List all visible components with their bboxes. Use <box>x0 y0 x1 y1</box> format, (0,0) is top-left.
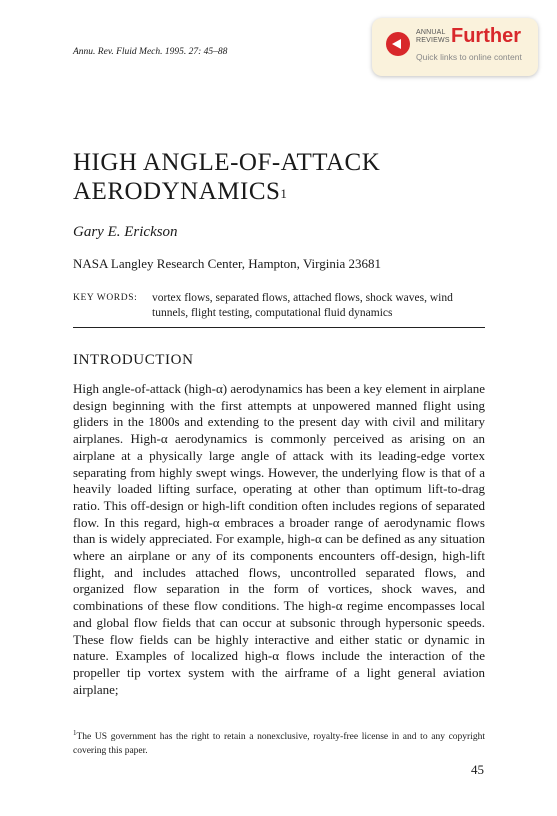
divider <box>73 327 485 328</box>
badge-brand: Further <box>451 25 521 47</box>
annual-reviews-label <box>416 29 450 45</box>
footnote <box>73 726 485 758</box>
badge-tagline: Quick links to online content <box>416 52 522 62</box>
journal-reference: Annu. Rev. Fluid Mech. 1995. 27: 45–88 <box>73 47 228 57</box>
footnote-mark: 1 <box>73 729 77 737</box>
article-title-text: HIGH ANGLE-OF-ATTACK AERODYNAMICS <box>73 149 381 205</box>
title-footnote-mark[interactable]: 1 <box>280 186 288 201</box>
further-reviews-badge[interactable] <box>372 18 538 76</box>
section-heading: INTRODUCTION <box>73 352 194 368</box>
author: Gary E. Erickson <box>73 224 178 240</box>
further-play-icon <box>386 32 410 56</box>
affiliation: NASA Langley Research Center, Hampton, Virginia 23681 <box>73 256 381 271</box>
badge-line2: REVIEWS <box>416 37 450 44</box>
key-words-label: KEY WORDS: <box>73 293 138 303</box>
key-words: vortex flows, separated flows, attached flows, shock waves, wind tunnels, flight testing, computational fluid dynamics <box>152 292 453 319</box>
footnote-text: The US government has the right to retain a nonexclusive, royalty-free license in and to any copyright covering this paper. <box>73 732 485 757</box>
article-title <box>73 148 493 206</box>
body-text: High angle-of-attack (high-α) aerodynamics has been a key element in airplane design beginning with the first attempts at unpowered manned flight using gliders in the 1800s and extending to the present day with civil and military airplanes. High-α aerodynamics is commonly perceived as arising on an airplane at a physically large angle of attack with its leading-edge vortex separating from highly swept wings. However, the underlying flow is that of a heavily loaded lifting surface, operating at other than optimum lift-to-drag ratio. This off-design or high-lift condition often includes regions of separated flow. In this regard, high-α embraces a broader range of aerodynamic flows than is widely appreciated. For example, high-α can be defined as any situation where an airplane or any of its components encounters off-design, high-lift flight, and includes attached flows, uncontrolled separated flows, and organized flow separation in the form of vortices, shock waves, and combinations of these flow conditions. The high-α regime encompasses local and global flow fields that can occur at subsonic through hypersonic speeds. These flow fields can be highly interactive and either static or dynamic in nature. Examples of localized high-α flows include the interaction of the propeller tip vortex system with the airframe of a light general aviation airplane; <box>73 381 485 697</box>
page-number: 45 <box>471 762 484 777</box>
badge-line1: ANNUAL <box>416 29 446 36</box>
